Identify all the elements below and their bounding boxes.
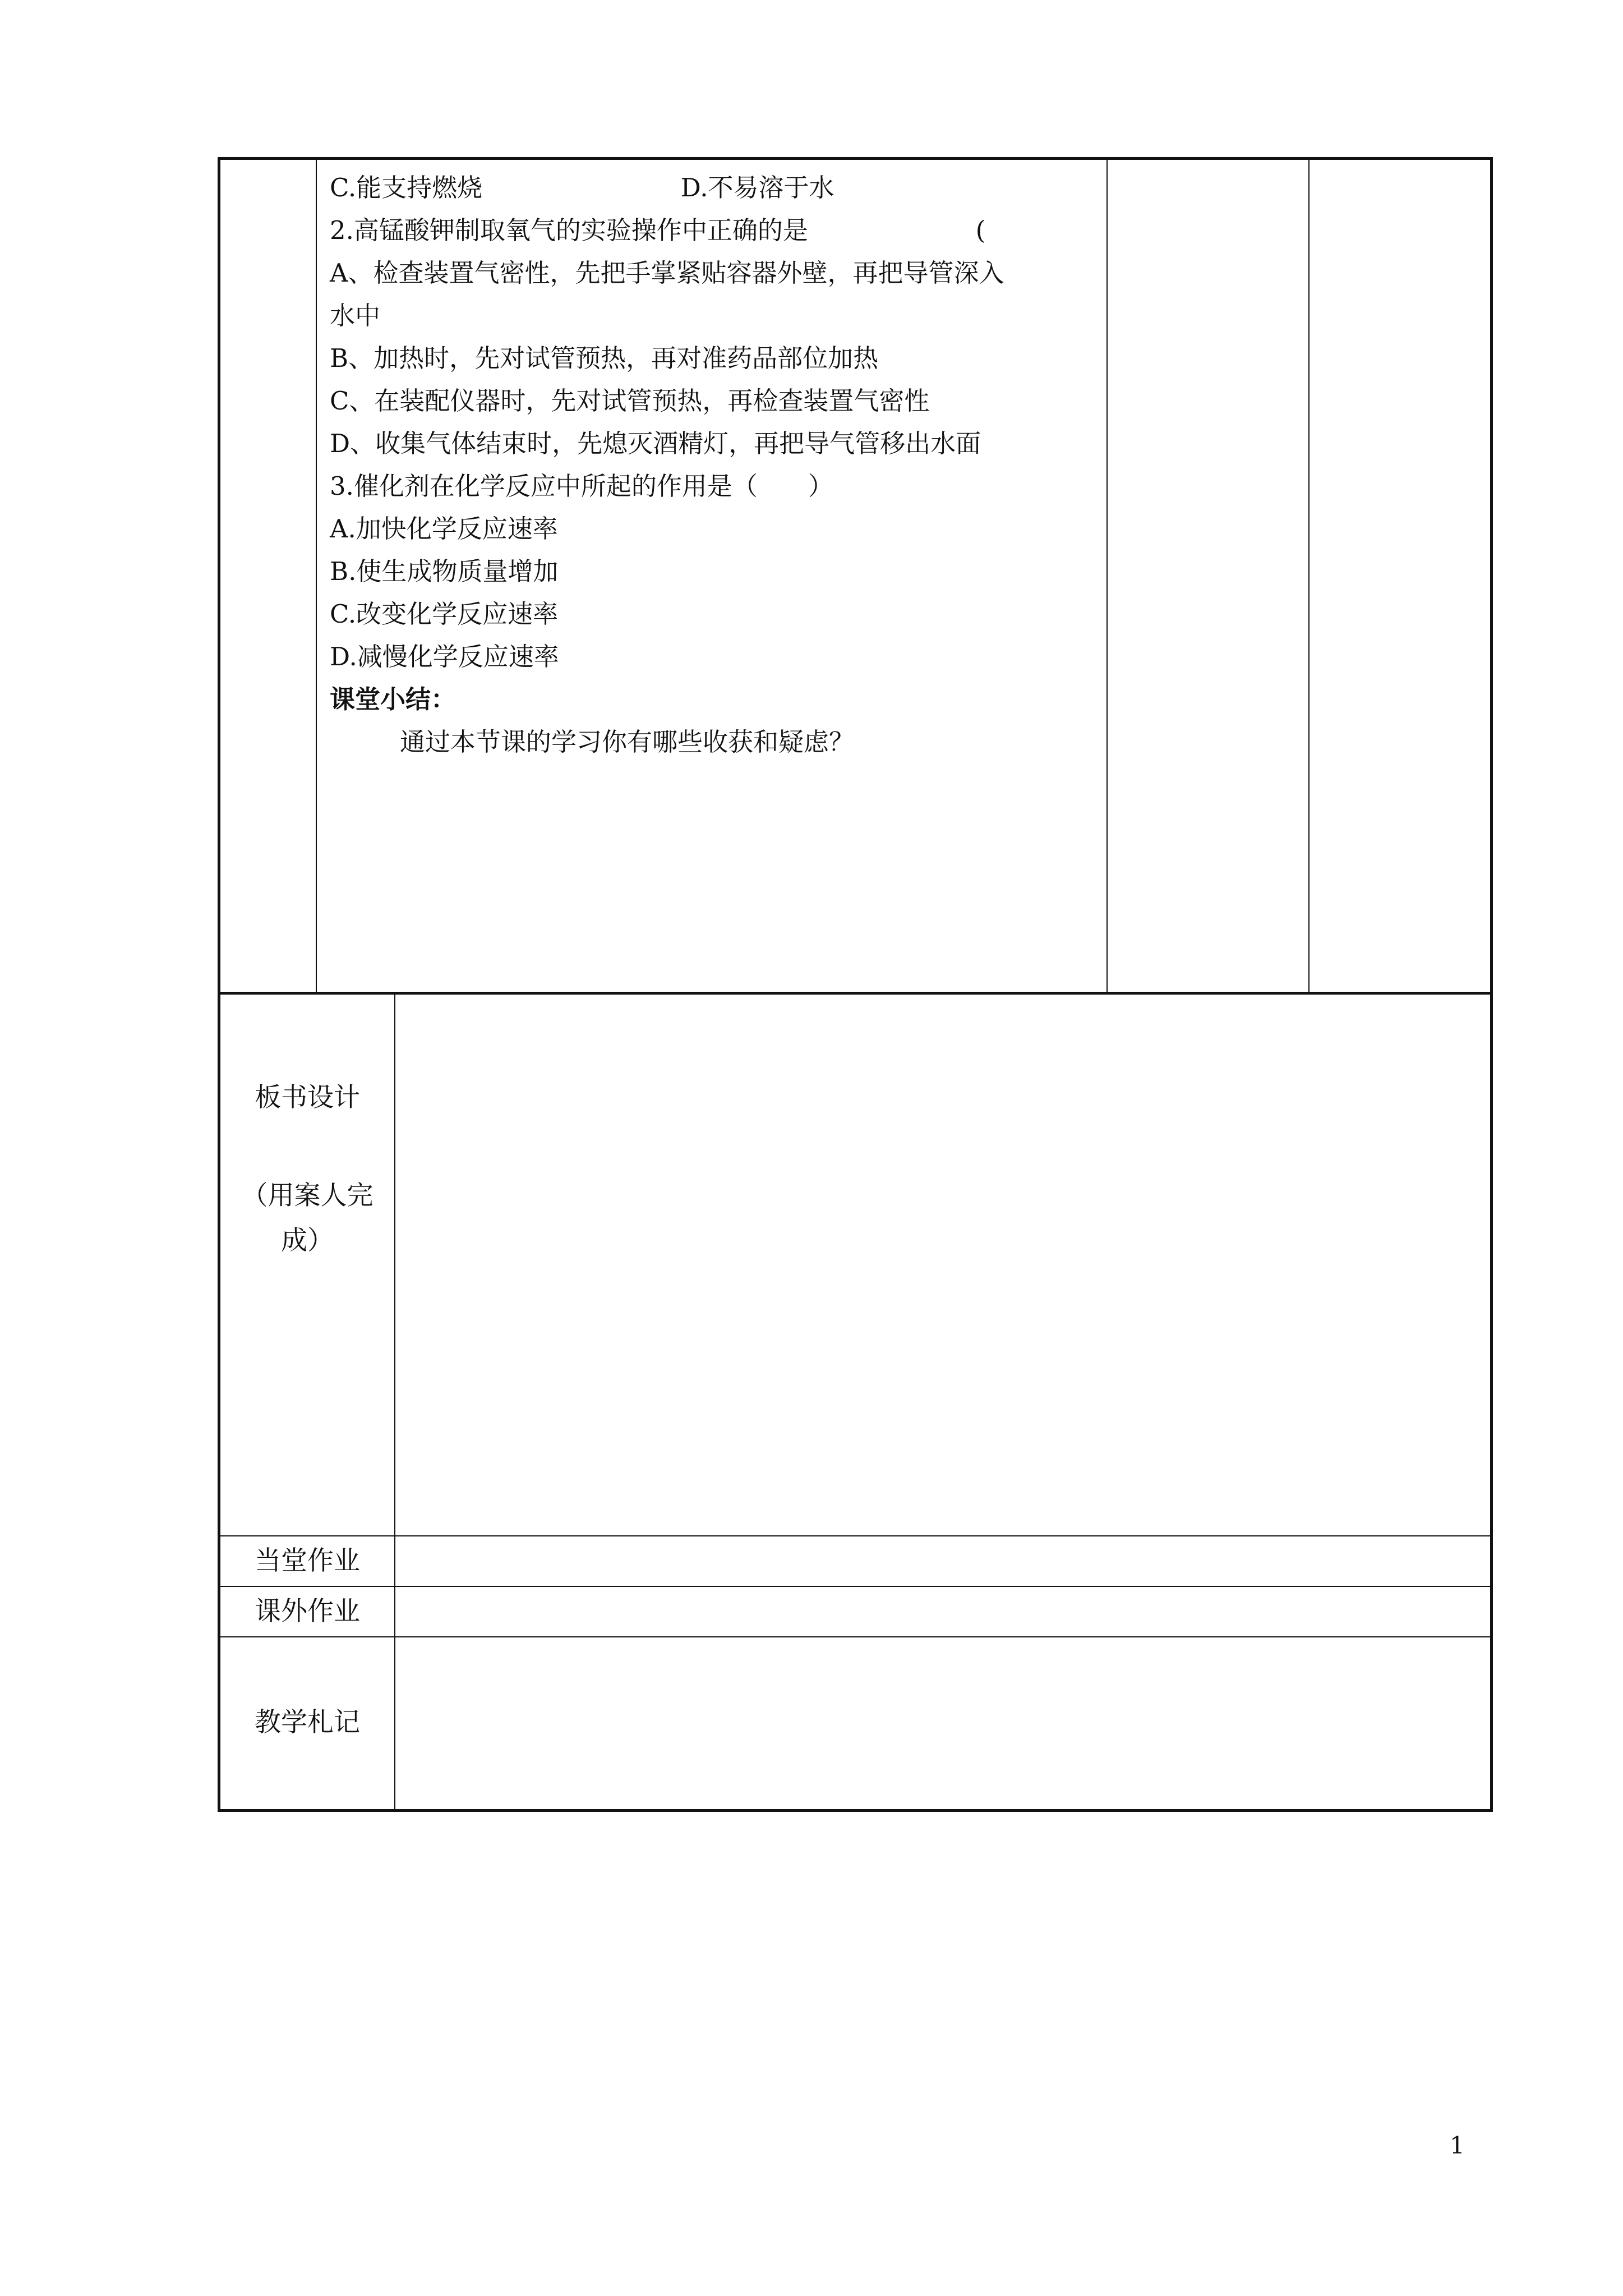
question-3: 3.催化剂在化学反应中所起的作用是（ ） (330, 471, 833, 501)
outside-homework-label: 课外作业 (255, 1596, 360, 1627)
outside-homework-row (218, 1586, 1493, 1637)
question-content (330, 167, 1115, 763)
question-2-option-b: B、加热时，先对试管预热，再对准药品部位加热 (330, 343, 879, 373)
question-table (218, 157, 1493, 995)
question-2-option-a-cont: 水中 (330, 301, 381, 330)
summary-heading: 课堂小结： (330, 684, 457, 714)
board-design-field[interactable] (395, 995, 1490, 1537)
question-3-option-a: A.加快化学反应速率 (330, 514, 558, 544)
board-design-note: （用案人完 (241, 1180, 374, 1211)
option-c: C.能支持燃烧 (330, 173, 483, 203)
teaching-notes-row (218, 1636, 1493, 1812)
teaching-notes-field[interactable] (395, 1637, 1490, 1809)
class-homework-field[interactable] (395, 1536, 1490, 1587)
question-3-option-c: C.改变化学反应速率 (330, 599, 559, 629)
teaching-notes-label: 教学札记 (255, 1707, 360, 1738)
option-line (330, 167, 1115, 209)
answer-bracket: ( (975, 215, 986, 245)
board-design-row (218, 992, 1493, 1537)
class-homework-row (218, 1535, 1493, 1587)
question-3-option-d: D.减慢化学反应速率 (330, 642, 559, 671)
column-divider (1308, 160, 1310, 992)
summary-text: 通过本节课的学习你有哪些收获和疑虑？ (400, 727, 855, 757)
question-2-option-c: C、在装配仪器时，先对试管预热，再检查装置气密性 (330, 386, 930, 416)
page-number: 1 (1450, 2132, 1465, 2159)
board-design-note-cont: 成） (281, 1225, 334, 1256)
board-design-label: 板书设计 (255, 1082, 360, 1113)
outside-homework-field[interactable] (395, 1587, 1490, 1637)
question-3-option-b: B.使生成物质量增加 (330, 556, 559, 586)
question-2: 2.高锰酸钾制取氧气的实验操作中正确的是 ( (330, 215, 986, 245)
column-divider (316, 160, 317, 992)
question-2-option-a: A、检查装置气密性，先把手掌紧贴容器外壁，再把导管深入 (330, 258, 1004, 288)
question-2-option-d: D、收集气体结束时，先熄灭酒精灯，再把导气管移出水面 (330, 429, 981, 458)
option-d: D.不易溶于水 (680, 173, 834, 203)
class-homework-label: 当堂作业 (255, 1545, 360, 1576)
